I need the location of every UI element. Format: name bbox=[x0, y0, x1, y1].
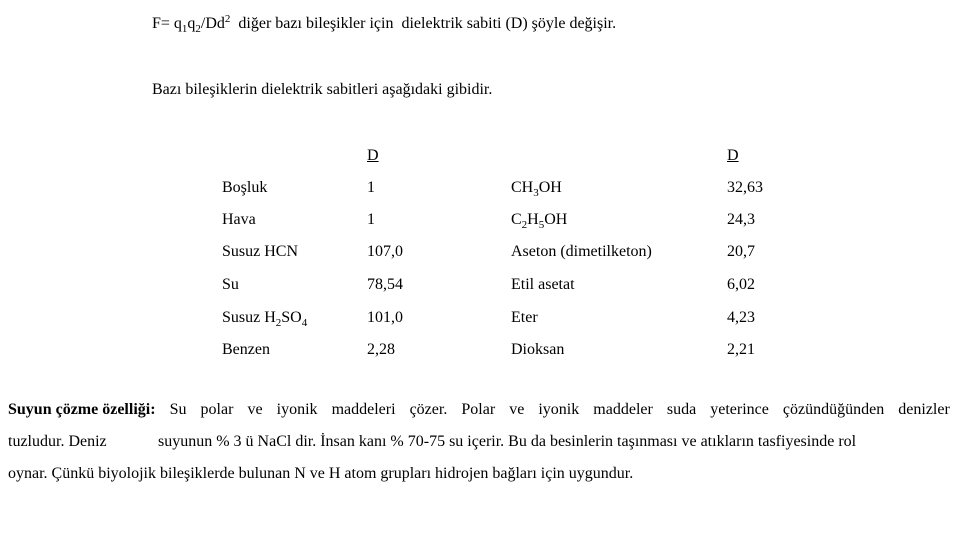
table-row-4-compound-name bbox=[222, 277, 239, 293]
table-row-1-compound-name bbox=[511, 179, 562, 199]
paragraph-line-3: oynar. Çünkü biyolojik bileşiklerde bulunan N ve H atom grupları hidrojen bağları için uygundur. bbox=[8, 465, 634, 482]
paragraph-word: ve bbox=[247, 401, 263, 418]
chem-text: OH bbox=[538, 179, 562, 196]
formula-superscript-2: 2 bbox=[224, 13, 231, 25]
paragraph-word: çözündüğünden bbox=[782, 401, 885, 418]
chem-subscript: 5 bbox=[538, 219, 545, 231]
chem-subscript: 2 bbox=[521, 219, 528, 231]
chem-text: Benzen bbox=[222, 341, 270, 358]
table-header-right-d: D bbox=[727, 147, 739, 164]
table-row-1-dielectric-value: 32,63 bbox=[727, 179, 763, 196]
paragraph-word: suda bbox=[666, 401, 697, 418]
chem-text: Su bbox=[222, 276, 239, 293]
table-row-5-compound-name bbox=[222, 309, 308, 329]
formula-line bbox=[152, 13, 617, 35]
table-row-6-compound-name bbox=[511, 342, 564, 358]
table-row-6-dielectric-value: 2,21 bbox=[727, 341, 755, 358]
table-row-1-compound-name bbox=[222, 180, 267, 196]
paragraph-line-2-part-b: suyunun % 3 ü NaCl dir. İnsan kanı % 70-75 su içerir. Bu da besinlerin taşınması ve atıkların tasfiyesinde rol bbox=[158, 433, 857, 450]
table-row-3-compound-name bbox=[222, 244, 298, 260]
chem-subscript: 4 bbox=[301, 317, 308, 329]
table-row-3-dielectric-value: 107,0 bbox=[367, 243, 403, 260]
chem-text: SO bbox=[281, 309, 302, 326]
chem-text: OH bbox=[544, 211, 568, 228]
chem-text: Etil asetat bbox=[511, 276, 575, 293]
paragraph-line-1 bbox=[8, 402, 950, 418]
formula-f-prefix: F= q bbox=[152, 15, 182, 32]
paragraph-line-2 bbox=[8, 434, 950, 450]
formula-rest: diğer bazı bileşikler için dielektrik sabiti (D) şöyle değişir. bbox=[230, 15, 617, 32]
chem-text: Susuz H bbox=[222, 309, 276, 326]
table-row-4-dielectric-value: 78,54 bbox=[367, 276, 403, 293]
table-row-6-compound-name bbox=[222, 342, 270, 358]
table-row-2-compound-name bbox=[511, 211, 568, 231]
chem-text: Eter bbox=[511, 309, 538, 326]
paragraph-word: polar bbox=[200, 401, 234, 418]
chem-subscript: 3 bbox=[533, 187, 539, 199]
formula-subscript-2: 2 bbox=[195, 23, 201, 35]
paragraph-word: Polar bbox=[461, 401, 496, 418]
chem-text: Aseton (dimetilketon) bbox=[511, 243, 652, 260]
table-row-1-dielectric-value: 1 bbox=[367, 179, 375, 196]
table-row-2-compound-name bbox=[222, 212, 256, 228]
chem-text: Hava bbox=[222, 211, 256, 228]
table-row-2-dielectric-value: 24,3 bbox=[727, 211, 755, 228]
table-row-6-dielectric-value: 2,28 bbox=[367, 341, 395, 358]
chem-text: Boşluk bbox=[222, 179, 268, 196]
paragraph-word: ve bbox=[509, 401, 525, 418]
table-header-left-d: D bbox=[367, 147, 379, 164]
paragraph-word: maddeleri bbox=[331, 401, 396, 418]
table-row-4-dielectric-value: 6,02 bbox=[727, 276, 755, 293]
chem-subscript: 2 bbox=[275, 317, 282, 329]
paragraph-line-2-part-a: tuzludur. Deniz bbox=[8, 433, 107, 450]
intro-line: Bazı bileşiklerin dielektrik sabitleri aşağıdaki gibidir. bbox=[152, 81, 493, 98]
chem-text: C bbox=[511, 211, 522, 228]
chem-text: CH bbox=[511, 179, 534, 196]
paragraph-word: maddeler bbox=[593, 401, 653, 418]
formula-q2: q bbox=[187, 15, 196, 32]
chem-text: H bbox=[527, 211, 539, 228]
table-row-3-dielectric-value: 20,7 bbox=[727, 243, 755, 260]
paragraph-word: denizler bbox=[898, 401, 950, 418]
formula-subscript-1: 1 bbox=[181, 23, 188, 35]
table-row-5-dielectric-value: 101,0 bbox=[367, 309, 403, 326]
table-row-2-dielectric-value: 1 bbox=[367, 211, 375, 228]
paragraph-word: Su bbox=[169, 401, 187, 418]
table-row-4-compound-name bbox=[511, 277, 575, 293]
paragraph-word: yeterince bbox=[710, 401, 769, 418]
table-row-5-compound-name bbox=[511, 310, 538, 326]
paragraph-word: çözer. bbox=[409, 401, 448, 418]
table-row-3-compound-name bbox=[511, 244, 652, 260]
paragraph-word: iyonik bbox=[276, 401, 318, 418]
chem-text: Dioksan bbox=[511, 341, 565, 358]
paragraph-heading: Suyun çözme özelliği: bbox=[8, 401, 156, 418]
chem-text: Susuz HCN bbox=[222, 243, 299, 260]
formula-slash-dd: /Dd bbox=[200, 15, 225, 32]
paragraph-word: iyonik bbox=[538, 401, 580, 418]
table-row-5-dielectric-value: 4,23 bbox=[727, 309, 755, 326]
